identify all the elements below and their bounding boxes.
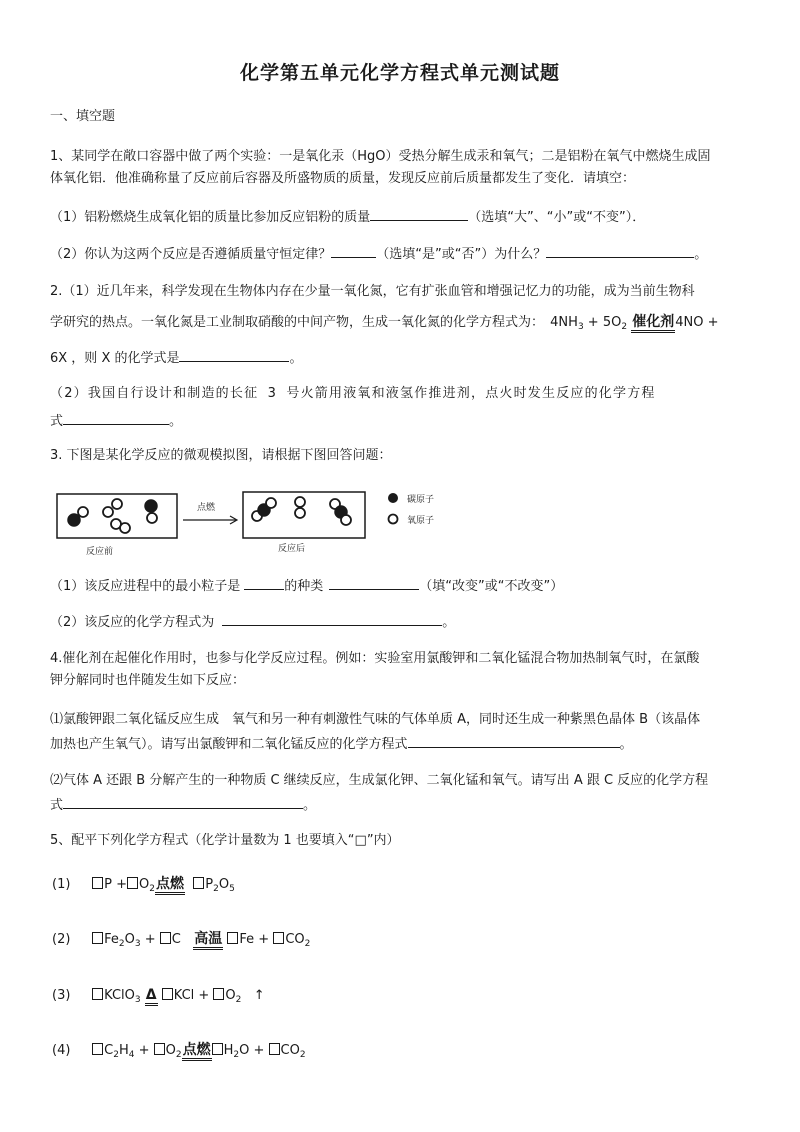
q1-part2-end: 。 (694, 247, 708, 262)
oxygen-atom (295, 508, 305, 518)
q2-part2-line1: （2）我国自行设计和制造的长征 3 号火箭用液氧和液氢作推进剂，点火时发生反应的化学方程 (50, 386, 656, 401)
q3-part2 (50, 612, 455, 632)
q2-line3 (50, 348, 303, 368)
legend-oxygen-label: 氧原子 (407, 516, 435, 526)
q4-sub2-line2 (50, 795, 316, 815)
equation-3-number: (3) (52, 988, 71, 1003)
condition-heat: Δ (145, 988, 158, 1006)
equation-3: (3) KClO$_3$ Δ KCl + $O_2$ ↑ (52, 987, 265, 1005)
q3-part1-text: （1）该反应进程中的最小粒子是 (50, 579, 241, 594)
q1-part2-options: （选填“是”或“否”）为什么？ (376, 247, 547, 262)
q1-part2 (50, 244, 707, 264)
section-heading: 一、填空题 (50, 109, 116, 124)
q1-line1: 1、某同学在敞口容器中做了两个实验：一是氧化汞（HgO）受热分解生成汞和氧气；二是铝粉在氧气中燃烧生成固 (50, 149, 711, 164)
q1-part1-options: （选填“大”、“小”或“不变”）． (468, 210, 646, 225)
oxygen-atom (120, 523, 130, 533)
q2-line1: 2.（1）近几年来，科学发现在生物体内存在少量一氧化氮，它有扩张血管和增强记忆力的功能，成为当前生物科 (50, 284, 695, 299)
q2-product: 4NO + (675, 315, 719, 330)
q4-sub2-blank[interactable] (63, 795, 303, 809)
legend-carbon-symbol (388, 493, 398, 503)
coefficient-box[interactable] (213, 988, 224, 1000)
coefficient-box[interactable] (154, 1043, 165, 1055)
catalyst-condition: 催化剂 (631, 315, 675, 333)
q2-part2-blank[interactable] (63, 411, 169, 425)
oxygen-atom (147, 513, 157, 523)
q3-intro: 3. 下图是某化学反应的微观模拟图，请根据下图回答问题： (50, 448, 392, 463)
gas-arrow-icon: ↑ (253, 988, 265, 1003)
coefficient-box[interactable] (92, 988, 103, 1000)
q4-sub1-end: 。 (619, 737, 633, 752)
q4-sub2-prefix: 式 (50, 798, 64, 813)
legend-carbon-label: 碳原子 (407, 495, 435, 505)
coefficient-box[interactable] (160, 932, 171, 944)
q2-reactant-o2: + $5O_2$ (583, 315, 628, 332)
q2-line2-text: 学研究的热点。一氧化氮是工业制取硝酸的中间产物，生成一氧化氮的化学方程式为： (50, 315, 545, 330)
q3-part2-blank[interactable] (222, 612, 442, 626)
q1-part1 (50, 207, 645, 227)
before-label: 反应前 (86, 547, 114, 557)
q4-sub1-line2 (50, 734, 633, 754)
q5-intro: 5、配平下列化学方程式（化学计量数为 1 也要填入“□”内） (50, 833, 400, 848)
q1-part2-blank2[interactable] (546, 244, 694, 258)
q4-sub2-end: 。 (303, 798, 317, 813)
reaction-diagram (50, 486, 470, 558)
carbon-atom (68, 514, 80, 526)
oxygen-atom (341, 515, 351, 525)
after-label: 反应后 (278, 544, 306, 554)
condition-high-temp: 高温 (193, 932, 223, 950)
q1-line2: 体氧化铝．他准确称量了反应前后容器及所盛物质的质量，发现反应前后质量都发生了变化．请填空： (50, 171, 636, 186)
q2-part2-end: 。 (169, 414, 183, 429)
page-title: 化学第五单元化学方程式单元测试题 (239, 62, 560, 84)
q4-sub1-blank[interactable] (408, 734, 620, 748)
q2-part2-prefix: 式 (50, 414, 64, 429)
equation-1: (1) $P + O_2$点燃 $P_2O_5$ (52, 876, 235, 894)
oxygen-atom (103, 507, 113, 517)
equation-2: (2) $Fe_2O_3 + C$ 高温 $Fe + CO_2$ (52, 931, 311, 949)
q2-reactant-nh3: $4NH_3$ (550, 315, 584, 332)
q2-line3-end: 。 (289, 351, 303, 366)
oxygen-atom (78, 507, 88, 517)
oxygen-atom (266, 498, 276, 508)
equation-4: (4) $C_2H_4 + O_2$点燃 $H_2O + CO_2$ (52, 1042, 306, 1060)
coefficient-box[interactable] (269, 1043, 280, 1055)
q3-part1-blank2[interactable] (329, 576, 419, 590)
oxygen-atom (112, 499, 122, 509)
coefficient-box[interactable] (127, 877, 138, 889)
coefficient-box[interactable] (273, 932, 284, 944)
q1-part1-blank[interactable] (370, 207, 468, 221)
equation-4-number: (4) (52, 1043, 71, 1058)
coefficient-box[interactable] (92, 932, 103, 944)
q4-sub2-line1: ⑵气体 A 还跟 B 分解产生的一种物质 C 继续反应，生成氯化钾、二氧化锰和氧气。请写出 A 跟 C 反应的化学方程 (50, 773, 709, 788)
coefficient-box[interactable] (162, 988, 173, 1000)
q1-part2-blank1[interactable] (331, 244, 376, 258)
equation-2-number: (2) (52, 932, 71, 947)
coefficient-box[interactable] (212, 1043, 223, 1055)
q2-part2-line2 (50, 411, 182, 431)
condition-ignite: 点燃 (155, 877, 185, 895)
q3-part1-blank1[interactable] (244, 576, 284, 590)
q4-sub1-text: 加热也产生氧气）。请写出氯酸钾和二氧化锰反应的化学方程式 (50, 737, 408, 752)
q3-part1-options: （填“改变”或“不改变”） (419, 579, 564, 594)
coefficient-box[interactable] (193, 877, 204, 889)
q3-part1-mid: 的种类 (284, 579, 324, 594)
carbon-atom (145, 500, 157, 512)
q2-line2 (50, 314, 718, 333)
q3-part2-end: 。 (442, 615, 456, 630)
q4-sub1-line1: ⑴氯酸钾跟二氧化锰反应生成 氧气和另一种有刺激性气味的气体单质 A，同时还生成一种紫黑色晶体 B（该晶体 (50, 712, 701, 727)
q3-part1 (50, 576, 563, 596)
q3-part2-text: （2）该反应的化学方程式为 (50, 615, 215, 630)
q4-line2: 钾分解同时也伴随发生如下反应： (50, 673, 246, 688)
coefficient-box[interactable] (92, 877, 103, 889)
q2-line3-text: 6X ，则 X 的化学式是 (50, 351, 180, 366)
q1-part2-text: （2）你认为这两个反应是否遵循质量守恒定律？ (50, 247, 332, 262)
coefficient-box[interactable] (92, 1043, 103, 1055)
condition-ignite: 点燃 (182, 1043, 212, 1061)
q2-x-blank[interactable] (179, 348, 289, 362)
legend-oxygen-symbol (389, 515, 398, 524)
q4-line1: 4.催化剂在起催化作用时，也参与化学反应过程。例如：实验室用氯酸钾和二氧化锰混合物加热制氧气时，在氯酸 (50, 651, 700, 666)
coefficient-box[interactable] (227, 932, 238, 944)
oxygen-atom (295, 497, 305, 507)
arrow-label: 点燃 (197, 503, 216, 513)
q1-part1-text: （1）铝粉燃烧生成氧化铝的质量比参加反应铝粉的质量 (50, 210, 371, 225)
equation-1-number: (1) (52, 877, 71, 892)
